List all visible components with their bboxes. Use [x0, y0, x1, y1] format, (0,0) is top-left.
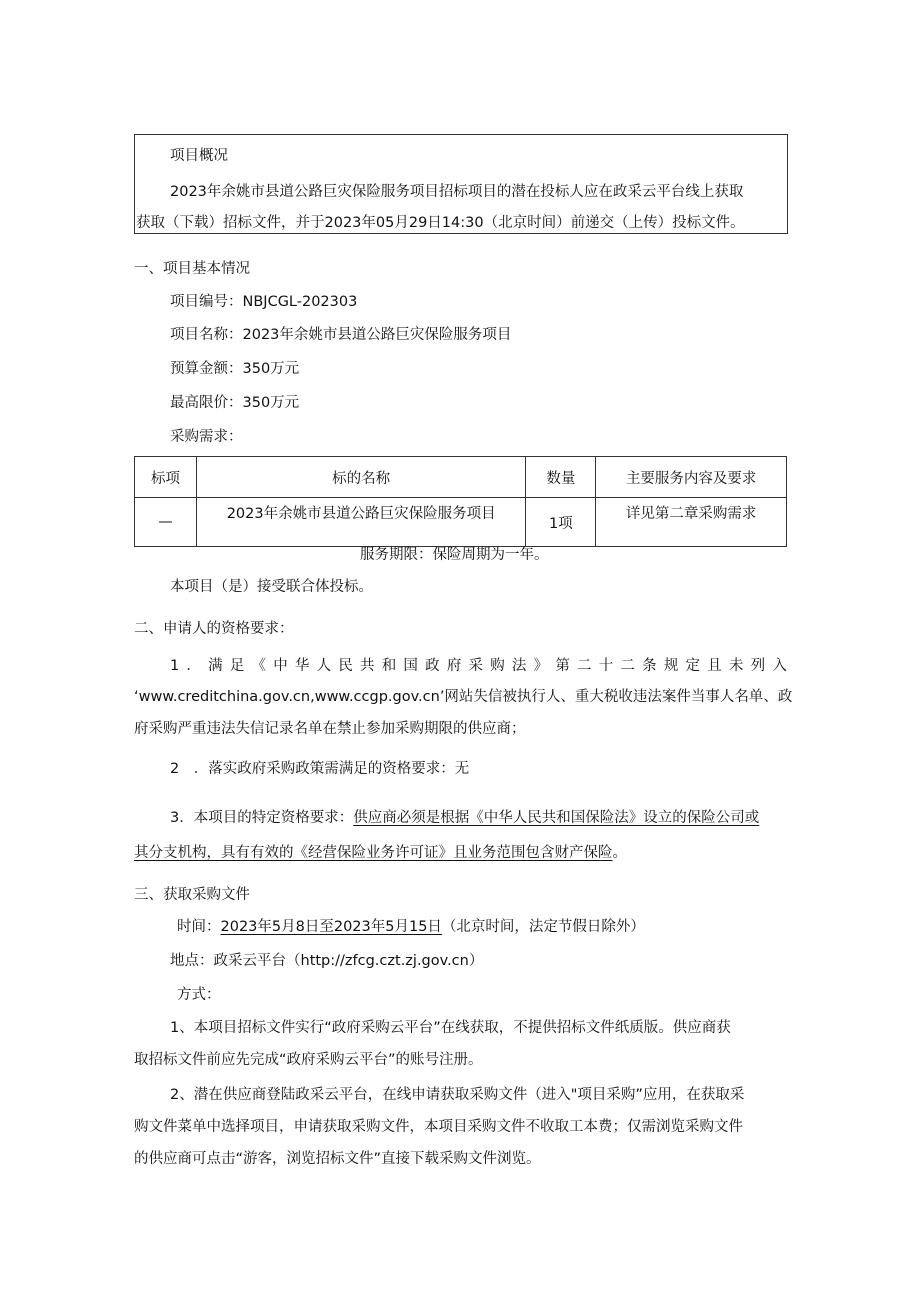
section-2-heading: 二、申请人的资格要求： [134, 621, 294, 637]
acquisition-method-label: 方式： [177, 987, 221, 1003]
overview-line-1: 2023年余姚市县道公路巨灾保险服务项目招标项目的潜在投标人应在政采云平台线上获取 [170, 184, 744, 200]
table-header-cell: 主要服务内容及要求 [596, 457, 787, 498]
acquisition-place: 地点：政采云平台（http://zfcg.czt.zj.gov.cn） [170, 953, 484, 969]
requirement-table [134, 456, 787, 547]
time-suffix: （北京时间，法定节假日除外） [441, 919, 645, 935]
method-2-line-3: 的供应商可点击“游客，浏览招标文件”直接下载采购文件浏览。 [134, 1151, 541, 1167]
qualification-1-line-3: 府采购严重违法失信记录名单在禁止参加采购期限的供应商； [134, 721, 526, 737]
method-2-line-1: 2、潜在供应商登陆政采云平台，在线申请获取采购文件（进入"项目采购”应用，在获取采 [170, 1087, 745, 1103]
table-cell: 1项 [526, 498, 596, 547]
overview-line-2: 获取（下载）招标文件，并于2023年05月29日14:30（北京时间）前递交（上传）投标文件。 [136, 215, 745, 231]
qualification-3-line-1 [170, 808, 759, 828]
table-cell: — [135, 498, 197, 547]
qualification-2: 2 ．落实政府采购政策需满足的资格要求：无 [170, 761, 470, 777]
qualification-1-line-2: ‘www.creditchina.gov.cn,www.ccgp.gov.cn’网站失信被执行人、重大税收违法案件当事人名单、政 [134, 689, 793, 705]
requirement-label: 采购需求： [170, 429, 243, 445]
qualification-3-text-a: 供应商必须是根据《中华人民共和国保险法》设立的保险公司或 [353, 810, 760, 826]
overview-title: 项目概况 [170, 148, 228, 164]
section-1-heading: 一、项目基本情况 [134, 261, 250, 277]
qualification-1-line-1: 1．满足《中华人民共和国政府采购法》第二十二条规定且未列入 [170, 658, 795, 674]
table-header-cell: 标项 [135, 457, 197, 498]
table-header-cell: 标的名称 [196, 457, 525, 498]
project-name: 项目名称：2023年余姚市县道公路巨灾保险服务项目 [170, 327, 512, 343]
qualification-3-line-2 [134, 843, 627, 863]
qualification-3-text-b: 其分支机构，具有有效的《经营保险业务许可证》且业务范围包含财产保险 [134, 845, 613, 861]
table-row [135, 498, 787, 547]
method-1-line-2: 取招标文件前应先完成“政府采购云平台”的账号注册。 [134, 1052, 483, 1068]
table-cell: 2023年余姚市县道公路巨灾保险服务项目 [196, 498, 525, 547]
budget-amount: 预算金额：350万元 [170, 361, 300, 377]
method-2-line-2: 购文件菜单中选择项目，申请获取采购文件，本项目采购文件不收取工本费；仅需浏览采购文件 [134, 1119, 743, 1135]
qualification-3-end: 。 [612, 845, 627, 861]
table-header-cell: 数量 [526, 457, 596, 498]
table-header-row [135, 457, 787, 498]
consortium-note: 本项目（是）接受联合体投标。 [170, 579, 373, 595]
section-3-heading: 三、获取采购文件 [134, 887, 250, 903]
project-number: 项目编号：NBJCGL-202303 [170, 294, 358, 310]
time-prefix: 时间： [177, 919, 221, 935]
qualification-3-prefix: 3．本项目的特定资格要求： [170, 810, 354, 826]
time-value: 2023年5月8日至2023年5月15日 [220, 919, 442, 935]
service-period: 服务期限：保险周期为一年。 [360, 547, 549, 563]
table-cell: 详见第二章采购需求 [596, 498, 787, 547]
acquisition-time [177, 917, 645, 937]
method-1-line-1: 1、本项目招标文件实行“政府采购云平台”在线获取，不提供招标文件纸质版。供应商获 [170, 1020, 731, 1036]
max-price: 最高限价：350万元 [170, 395, 300, 411]
